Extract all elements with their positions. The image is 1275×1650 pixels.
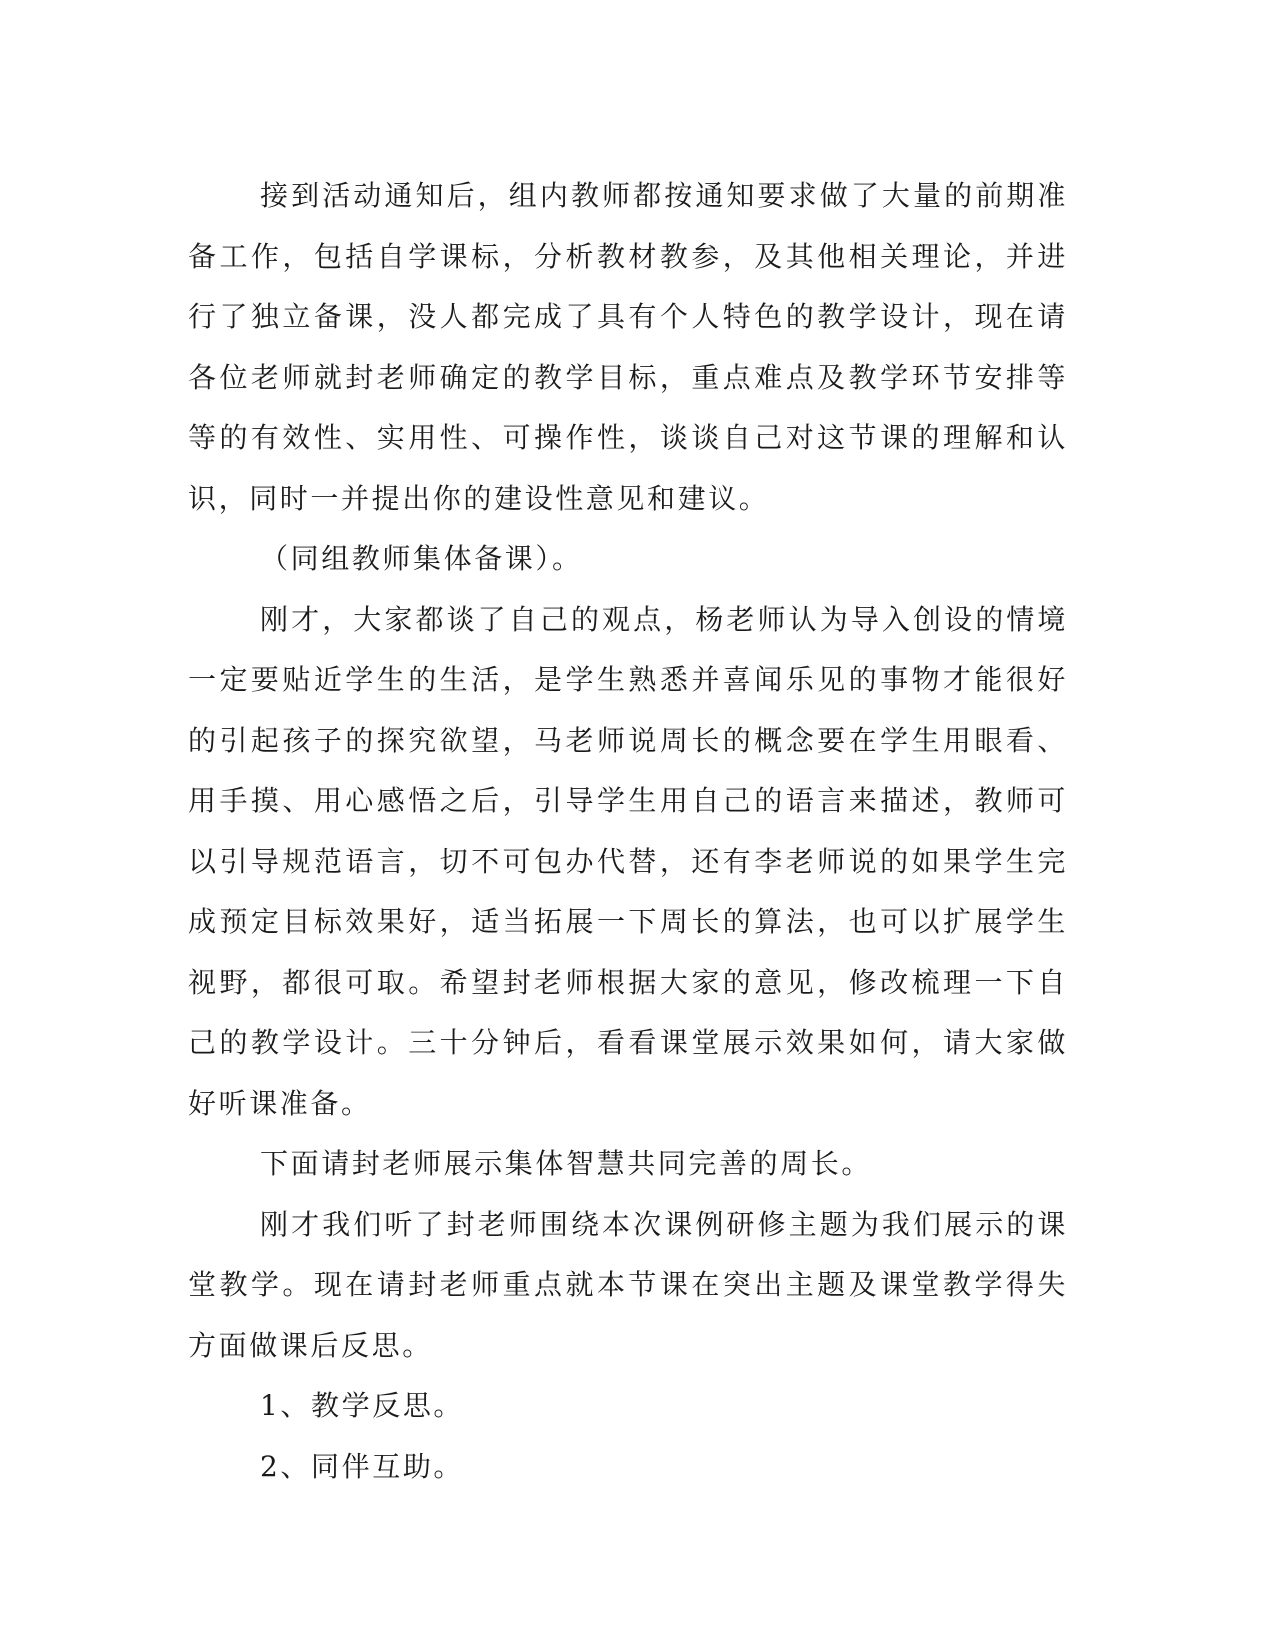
paragraph-teacher-opinions: 刚才，大家都谈了自己的观点，杨老师认为导入创设的情境一定要贴近学生的生活，是学生熟悉并喜闻乐见的事物才能很好的引起孩子的探究欲望，马老师说周长的概念要在学生用眼看、用手摸、用心感悟之后，引导学生用自己的语言来描述，教师可以引导规范语言，切不可包办代替，还有李老师说的如果学生完成预定目标效果好，适当拓展一下周长的算法，也可以扩展学生视野，都很可取。希望封老师根据大家的意见，修改梳理一下自己的教学设计。三十分钟后，看看课堂展示效果如何，请大家做好听课准备。	[188, 602, 1068, 1120]
paragraph-reflection-request: 刚才我们听了封老师围绕本次课例研修主题为我们展示的课堂教学。现在请封老师重点就本节课在突出主题及课堂教学得失方面做课后反思。	[188, 1207, 1068, 1362]
list-item-teaching-reflection: 1、教学反思。	[260, 1389, 465, 1422]
list-item-peer-support: 2、同伴互助。	[260, 1449, 465, 1483]
paragraph-lesson-demo: 下面请封老师展示集体智慧共同完善的周长。	[260, 1147, 873, 1180]
paragraph-group-lesson-prep: （同组教师集体备课）。	[260, 542, 583, 575]
document-body	[188, 166, 1068, 1497]
paragraph-preparation: 接到活动通知后，组内教师都按通知要求做了大量的前期准备工作，包括自学课标，分析教材教参，及其他相关理论，并进行了独立备课，没人都完成了具有个人特色的教学设计，现在请各位老师就封老师确定的教学目标，重点难点及教学环节安排等等的有效性、实用性、可操作性，谈谈自己对这节课的理解和认识，同时一并提出你的建设性意见和建议。	[188, 179, 1068, 515]
